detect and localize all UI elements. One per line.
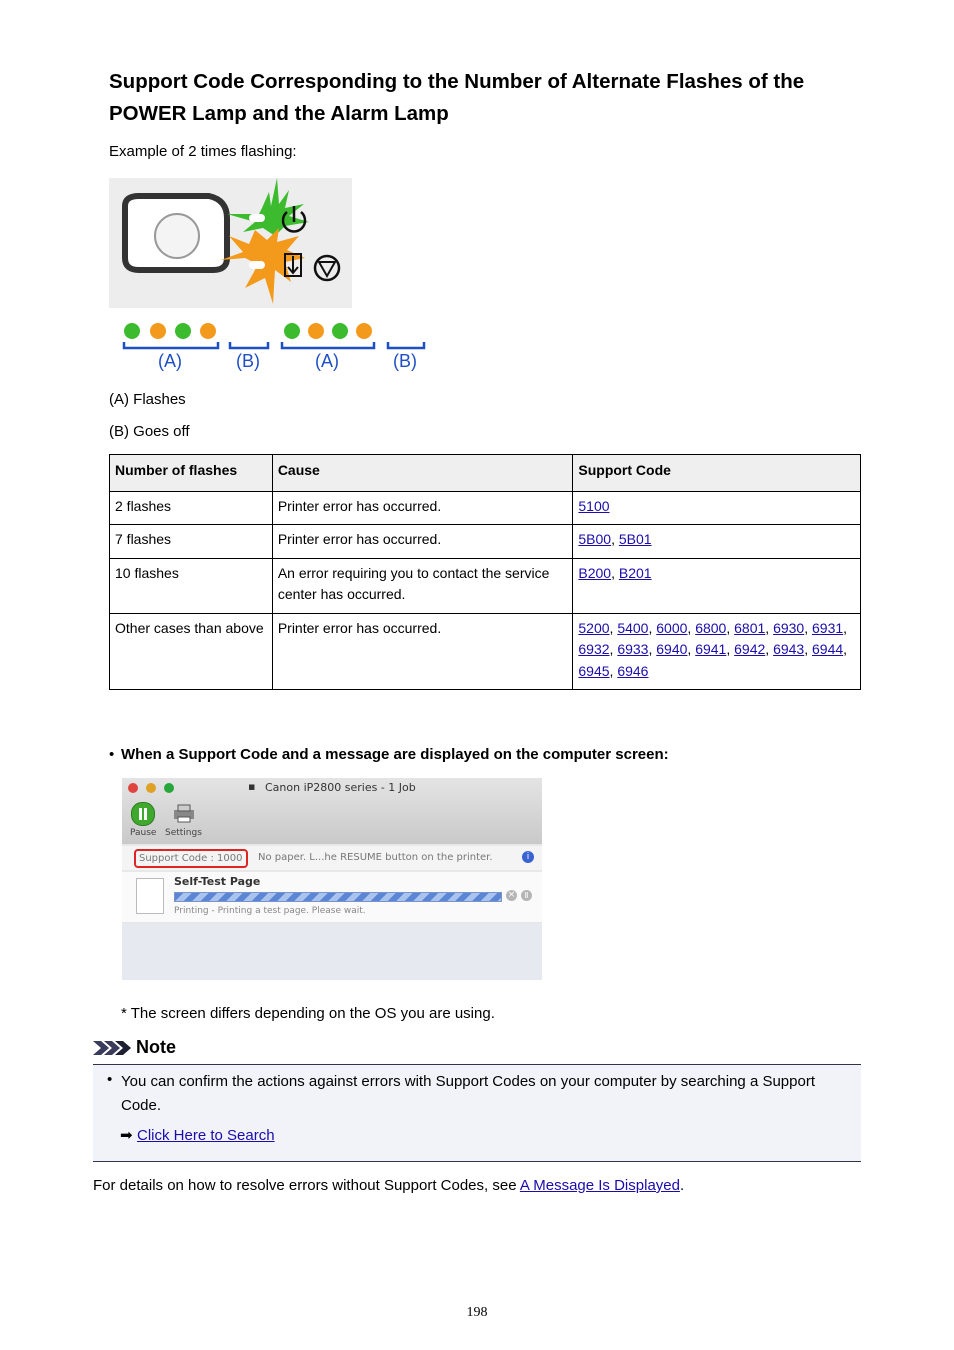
note-box [93,1064,861,1162]
support-code-link[interactable]: 5B01 [618,531,652,547]
print-queue-screenshot [122,778,542,980]
flash-sequence-diagram [118,318,438,378]
flashes-cell: 7 flashes [110,525,273,559]
legend-goes-off: (B) Goes off [109,423,190,440]
support-code-link[interactable]: 5400 [617,619,649,636]
footer-text: For details on how to resolve errors without Support Codes, see [93,1177,520,1194]
support-code-link[interactable]: 6940 [656,641,688,657]
note-text: You can confirm the actions against errors with Support Codes on your computer by searching a Support Code. [121,1073,815,1114]
table-header-row [110,455,861,492]
support-code-link[interactable]: 5200 [578,619,610,636]
support-code-link[interactable]: 5100 [578,497,610,514]
empty-queue-area [122,924,542,980]
column-header: Cause [272,455,573,492]
column-header: Number of flashes [110,455,273,492]
printer-icon: ▪ [248,780,256,793]
sequence-label-a1: (A) [158,351,182,371]
cause-cell: Printer error has occurred. [272,613,573,690]
support-code-link[interactable]: 6800 [695,619,727,636]
support-code-cell: B200, B201 [573,558,861,613]
support-code-link[interactable]: 6946 [617,662,649,679]
support-code-link[interactable]: 6000 [656,619,688,636]
job-name: Self-Test Page [174,875,261,888]
bullet-dot: • [109,746,115,763]
legend-flashes: (A) Flashes [109,391,186,408]
bullet-item [109,746,669,763]
hold-job-icon[interactable]: Ⅱ [521,890,532,901]
support-code-link[interactable]: 6931 [812,619,844,636]
link-arrow-icon: ➡ [120,1127,133,1144]
support-code-highlight: Support Code : 1000 [134,849,248,868]
support-code-link[interactable]: B200 [578,564,612,581]
zoom-button[interactable] [164,783,174,793]
cause-cell: Printer error has occurred. [272,491,573,525]
message-displayed-link[interactable]: A Message Is Displayed [519,1177,680,1194]
screen-differs-note: * The screen differs depending on the OS you are using. [121,1005,495,1022]
support-code-link[interactable]: 6932 [578,641,610,657]
table-row [110,525,861,559]
search-link[interactable]: Click Here to Search [137,1127,275,1144]
support-code-link[interactable]: 6944 [812,641,844,657]
flashes-cell: 2 flashes [110,491,273,525]
job-progress-bar [174,892,502,902]
page-title: Support Code Corresponding to the Number of Alternate Flashes of the POWER Lamp and the Alarm Lamp [109,70,805,125]
support-code-cell: 5B00, 5B01 [573,525,861,559]
sequence-label-b1: (B) [236,351,260,371]
support-code-link[interactable]: 6945 [578,662,610,679]
support-code-cell [573,491,861,525]
page-number: 198 [466,1305,488,1320]
minimize-button[interactable] [146,783,156,793]
footer-paragraph [93,1176,684,1196]
document-icon [136,878,164,914]
pause-label: Pause [130,828,157,838]
footer-period: . [679,1177,685,1194]
support-code-link[interactable]: 6943 [773,641,805,657]
table-row [110,613,861,690]
close-button[interactable] [128,783,138,793]
flashes-cell: 10 flashes [110,558,273,613]
support-code-link[interactable]: 6933 [617,641,649,657]
settings-label: Settings [165,828,202,838]
support-code-link[interactable]: 6941 [695,641,727,657]
sequence-label-a2: (A) [315,351,339,371]
support-code-link[interactable]: 6942 [734,641,766,657]
support-code-cell: 5200, 5400, 6000, 6800, 6801, 6930, 6931, 6932, 6933, 6940, 6941, 6942, 6943, 6944, 6945, 6946 [573,613,861,690]
support-code-table [109,454,861,690]
power-lamp-flash [227,178,309,236]
sequence-label-b2: (B) [393,351,417,371]
table-row [110,491,861,525]
lamp-panel-illustration [109,178,352,308]
flashes-cell: Other cases than above [110,613,273,690]
stop-icon [315,256,339,280]
support-code-link[interactable]: B201 [618,564,652,581]
info-icon[interactable]: i [522,851,534,863]
note-bullet: • [107,1071,113,1088]
support-code-link[interactable]: 6801 [734,619,766,636]
column-header: Support Code [573,455,861,492]
job-status: Printing - Printing a test page. Please wait. [174,906,366,916]
bullet-heading: When a Support Code and a message are displayed on the computer screen: [121,746,669,763]
note-heading: Note [136,1037,176,1057]
error-message: No paper. L...he RESUME button on the printer. [258,852,493,863]
cancel-job-icon[interactable]: × [507,890,516,900]
window-title: Canon iP2800 series - 1 Job [265,781,416,794]
support-code-link[interactable]: 6930 [773,619,805,636]
example-label: Example of 2 times flashing: [109,143,297,160]
settings-printer-icon[interactable] [172,802,196,824]
support-code-link[interactable]: 5B00 [578,531,612,547]
table-row [110,558,861,613]
cause-cell: Printer error has occurred. [272,525,573,559]
pause-button[interactable] [131,802,155,826]
cause-cell: An error requiring you to contact the service center has occurred. [272,558,573,613]
